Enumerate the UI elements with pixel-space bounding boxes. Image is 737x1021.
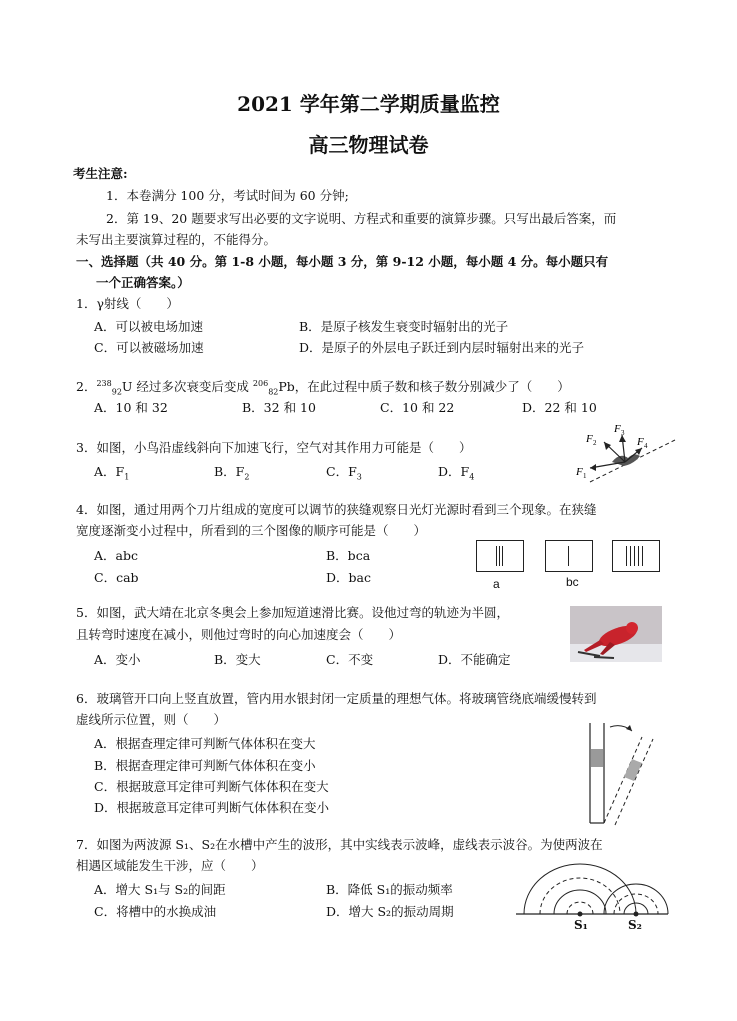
notice-label: 考生注意: [73, 166, 128, 181]
q3-option-c: C．$F_3$ [326, 464, 362, 482]
q7-option-d: D．增大 S₂的振动周期 [326, 904, 454, 919]
q7-option-b: B．降低 S₁的振动频率 [326, 882, 453, 897]
q5-option-b: B．变大 [214, 652, 261, 667]
slit-image-c [612, 540, 660, 572]
q7-stem: 7．如图为两波源 S₁、S₂在水槽中产生的波形，其中实线表示波峰，虚线表示波谷。为使两波在 [76, 837, 603, 852]
notice-item-1: 1．本卷满分 100 分，考试时间为 60 分钟; [106, 188, 349, 203]
source-label-s1: S₁ [574, 918, 588, 932]
source-label-s2: S₂ [628, 918, 642, 932]
q1-stem: 1．γ射线（ ） [76, 296, 179, 311]
q7-option-a: A．增大 S₁与 S₂的间距 [94, 882, 226, 897]
q2-option-c: C．10 和 22 [380, 400, 455, 415]
notice-item-2-cont: 未写出主要演算过程的，不能得分。 [76, 232, 277, 247]
q5-stem-cont: 且转弯时速度在减小，则他过弯时的向心加速度会（ ） [76, 627, 402, 642]
q6-stem: 6．玻璃管开口向上竖直放置，管内用水银封闭一定质量的理想气体。将玻璃管绕底端缓慢转到 [76, 691, 597, 706]
slit-label-bc: bc [566, 575, 579, 589]
q2-option-a: A．10 和 32 [94, 400, 168, 415]
section-heading-cont: 一个正确答案。） [96, 275, 190, 290]
q2-option-d: D．22 和 10 [522, 400, 597, 415]
glass-tube-diagram [580, 715, 660, 830]
q4-stem-cont: 宽度逐渐变小过程中，所看到的三个图像的顺序可能是（ ） [76, 523, 427, 538]
page-title: 2021 学年第二学期质量监控 [237, 92, 500, 116]
q4-option-a: A．abc [94, 548, 138, 563]
q6-option-b: B．根据查理定律可判断气体体积在变小 [94, 758, 316, 773]
q5-option-d: D．不能确定 [438, 652, 511, 667]
q6-stem-cont: 虚线所示位置，则（ ） [76, 712, 227, 727]
svg-text:3: 3 [621, 429, 625, 437]
q6-option-c: C．根据玻意耳定律可判断气体体积在变大 [94, 779, 329, 794]
slit-image-a [476, 540, 524, 572]
svg-text:4: 4 [644, 442, 648, 450]
bird-force-diagram [570, 420, 680, 485]
force-label-f4: F [637, 436, 644, 448]
q5-stem: 5．如图，武大靖在北京冬奥会上参加短道速滑比赛。设他过弯的轨迹为半圆， [76, 605, 509, 620]
q3-option-d: D．$F_4$ [438, 464, 475, 482]
wave-interference-diagram [512, 860, 672, 940]
force-label-f3: F [614, 423, 621, 435]
q7-stem-cont: 相遇区域能发生干涉，应（ ） [76, 858, 264, 873]
section-heading: 一、选择题（共 40 分。第 1-8 小题，每小题 3 分，第 9-12 小题，每小题 4 分。每小题只有 [76, 254, 609, 269]
q4-option-c: C．cab [94, 570, 139, 585]
q6-option-d: D．根据玻意耳定律可判断气体体积在变小 [94, 800, 330, 815]
q2-stem: 2．$^{238}_{92}$U 经过多次衰变后变成 $^{206}_{82}$Pb，在此过程中质子数和核子数分别减少了（ ） [76, 379, 570, 397]
q3-stem: 3．如图，小鸟沿虚线斜向下加速飞行，空气对其作用力可能是（ ） [76, 440, 472, 455]
q5-option-c: C．不变 [326, 652, 374, 667]
q3-option-a: A．$F_1$ [94, 464, 130, 482]
skater-photo [570, 606, 662, 662]
slit-image-b [545, 540, 593, 572]
page-subtitle: 高三物理试卷 [308, 133, 429, 157]
svg-text:1: 1 [583, 472, 587, 480]
q1-option-c: C．可以被磁场加速 [94, 340, 204, 355]
notice-item-2: 2．第 19、20 题要求写出必要的文字说明、方程式和重要的演算步骤。只写出最后答案，而 [106, 211, 617, 226]
q7-option-c: C．将槽中的水换成油 [94, 904, 217, 919]
q3-option-b: B．$F_2$ [214, 464, 250, 482]
q6-option-a: A．根据查理定律可判断气体体积在变大 [94, 736, 316, 751]
force-label-f2: F [586, 433, 593, 445]
slit-label-a: a [493, 577, 500, 591]
svg-text:2: 2 [593, 439, 597, 447]
force-label-f1: F [576, 466, 583, 478]
q1-option-d: D．是原子的外层电子跃迁到内层时辐射出来的光子 [299, 340, 585, 355]
q5-option-a: A．变小 [94, 652, 141, 667]
q4-stem: 4．如图，通过用两个刀片组成的宽度可以调节的狭缝观察日光灯光源时看到三个现象。在狭缝 [76, 502, 597, 517]
q1-option-b: B．是原子核发生衰变时辐射出的光子 [299, 319, 509, 334]
q2-option-b: B．32 和 10 [242, 400, 316, 415]
q4-option-d: D．bac [326, 570, 371, 585]
q1-option-a: A．可以被电场加速 [94, 319, 204, 334]
q4-option-b: B．bca [326, 548, 371, 563]
